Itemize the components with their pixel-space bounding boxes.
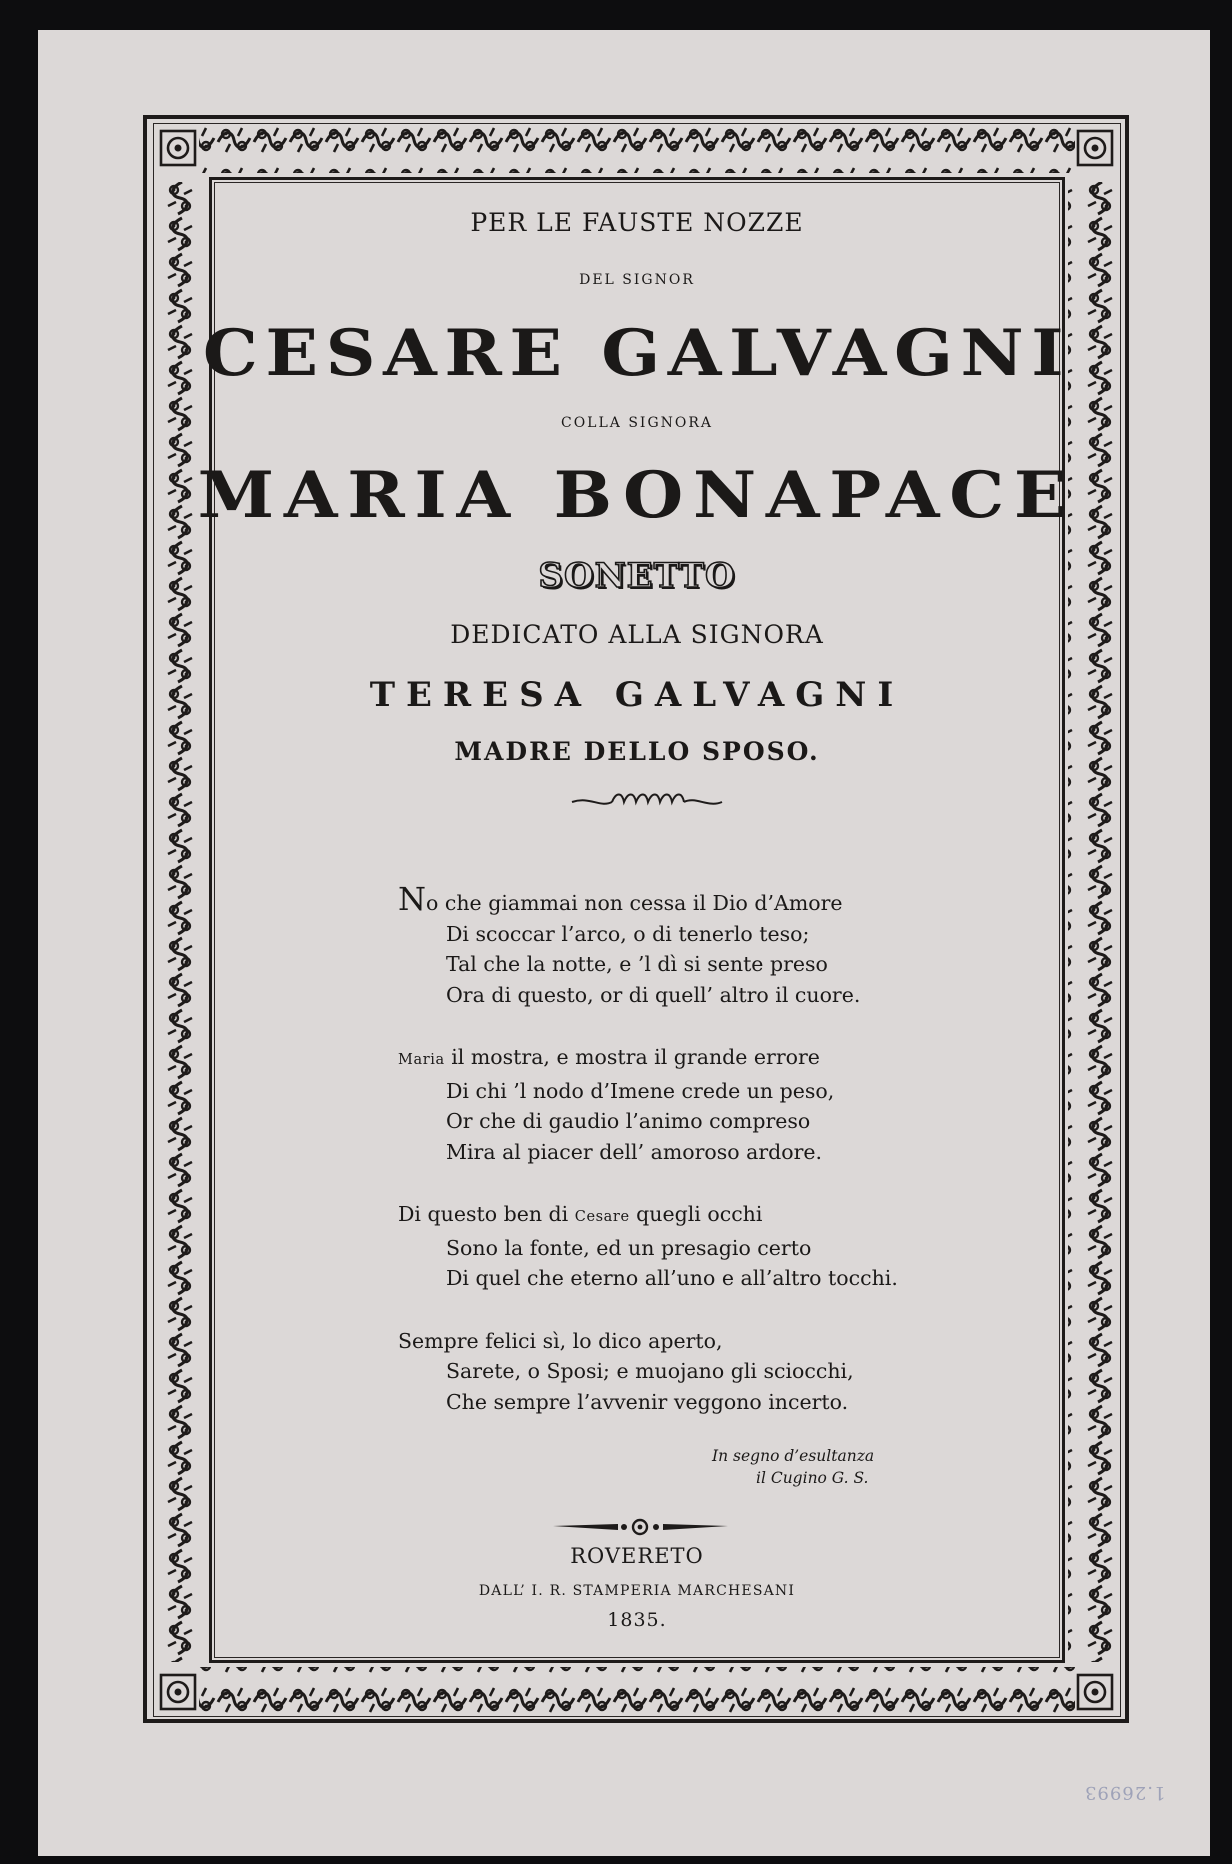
dedicatee-name: TERESA GALVAGNI xyxy=(369,675,905,715)
bride-name: MARIA BONAPACE xyxy=(197,458,1077,533)
library-stamp: 1.26993 xyxy=(1084,1782,1166,1803)
small-caps-name: Cesare xyxy=(574,1209,630,1225)
imprint-city: ROVERETO xyxy=(570,1544,704,1568)
small-caps-name: Maria xyxy=(398,1052,445,1068)
verse-line: Ora di questo, or di quell’ altro il cuore. xyxy=(446,982,861,1007)
verse-line: Sempre felici sì, lo dico aperto, xyxy=(398,1328,723,1353)
verse-line: No che giammai non cessa il Dio d’Amore xyxy=(398,880,843,918)
verse-line: Or che di gaudio l’animo compreso xyxy=(446,1109,811,1133)
verse-line: Maria il mostra, e mostra il grande errore xyxy=(398,1045,820,1069)
dedication-line: DEDICATO ALLA SIGNORA xyxy=(450,620,824,649)
imprint-printer: DALL’ I. R. STAMPERIA MARCHESANI xyxy=(478,1583,796,1599)
verse-line: Sono la fonte, ed un presagio certo xyxy=(446,1235,812,1260)
imprint-year: 1835. xyxy=(607,1609,667,1631)
drop-cap: N xyxy=(398,880,426,918)
verse-line: Di questo ben di Cesare quegli occhi xyxy=(398,1202,763,1226)
dedicatee-relation: MADRE DELLO SPOSO. xyxy=(454,737,820,766)
genre-title: SONETTO xyxy=(538,556,736,596)
signature xyxy=(712,1445,874,1489)
scan-edge xyxy=(1218,0,1232,1864)
verse-line: Di scoccar l’arco, o di tenerlo teso; xyxy=(446,921,810,946)
verse-line: Sarete, o Sposi; e muojano gli sciocchi, xyxy=(446,1359,854,1383)
verse-line: Tal che la notte, e ’l dì si sente preso xyxy=(446,952,828,976)
stanza-1 xyxy=(398,880,898,1010)
verse-line: Che sempre l’avvenir veggono incerto. xyxy=(446,1389,849,1414)
stanza-4 xyxy=(398,1326,898,1418)
signature-line-1: In segno d’esultanza xyxy=(712,1447,875,1465)
heading-del-signor: DEL SIGNOR xyxy=(579,272,695,288)
sonnet xyxy=(398,880,898,1449)
groom-name: CESARE GALVAGNI xyxy=(202,316,1072,391)
signature-line-2: il Cugino G. S. xyxy=(756,1469,869,1487)
heading-occasion: PER LE FAUSTE NOZZE xyxy=(470,208,804,237)
verse-line: Mira al piacer dell’ amoroso ardore. xyxy=(446,1139,823,1164)
verse-line: Di chi ’l nodo d’Imene crede un peso, xyxy=(446,1078,835,1103)
stanza-3 xyxy=(398,1199,898,1294)
verse-line: Di quel che eterno all’uno e all’altro tocchi. xyxy=(446,1266,898,1290)
heading-colla-signora: COLLA SIGNORA xyxy=(560,415,714,431)
stanza-2 xyxy=(398,1042,898,1167)
